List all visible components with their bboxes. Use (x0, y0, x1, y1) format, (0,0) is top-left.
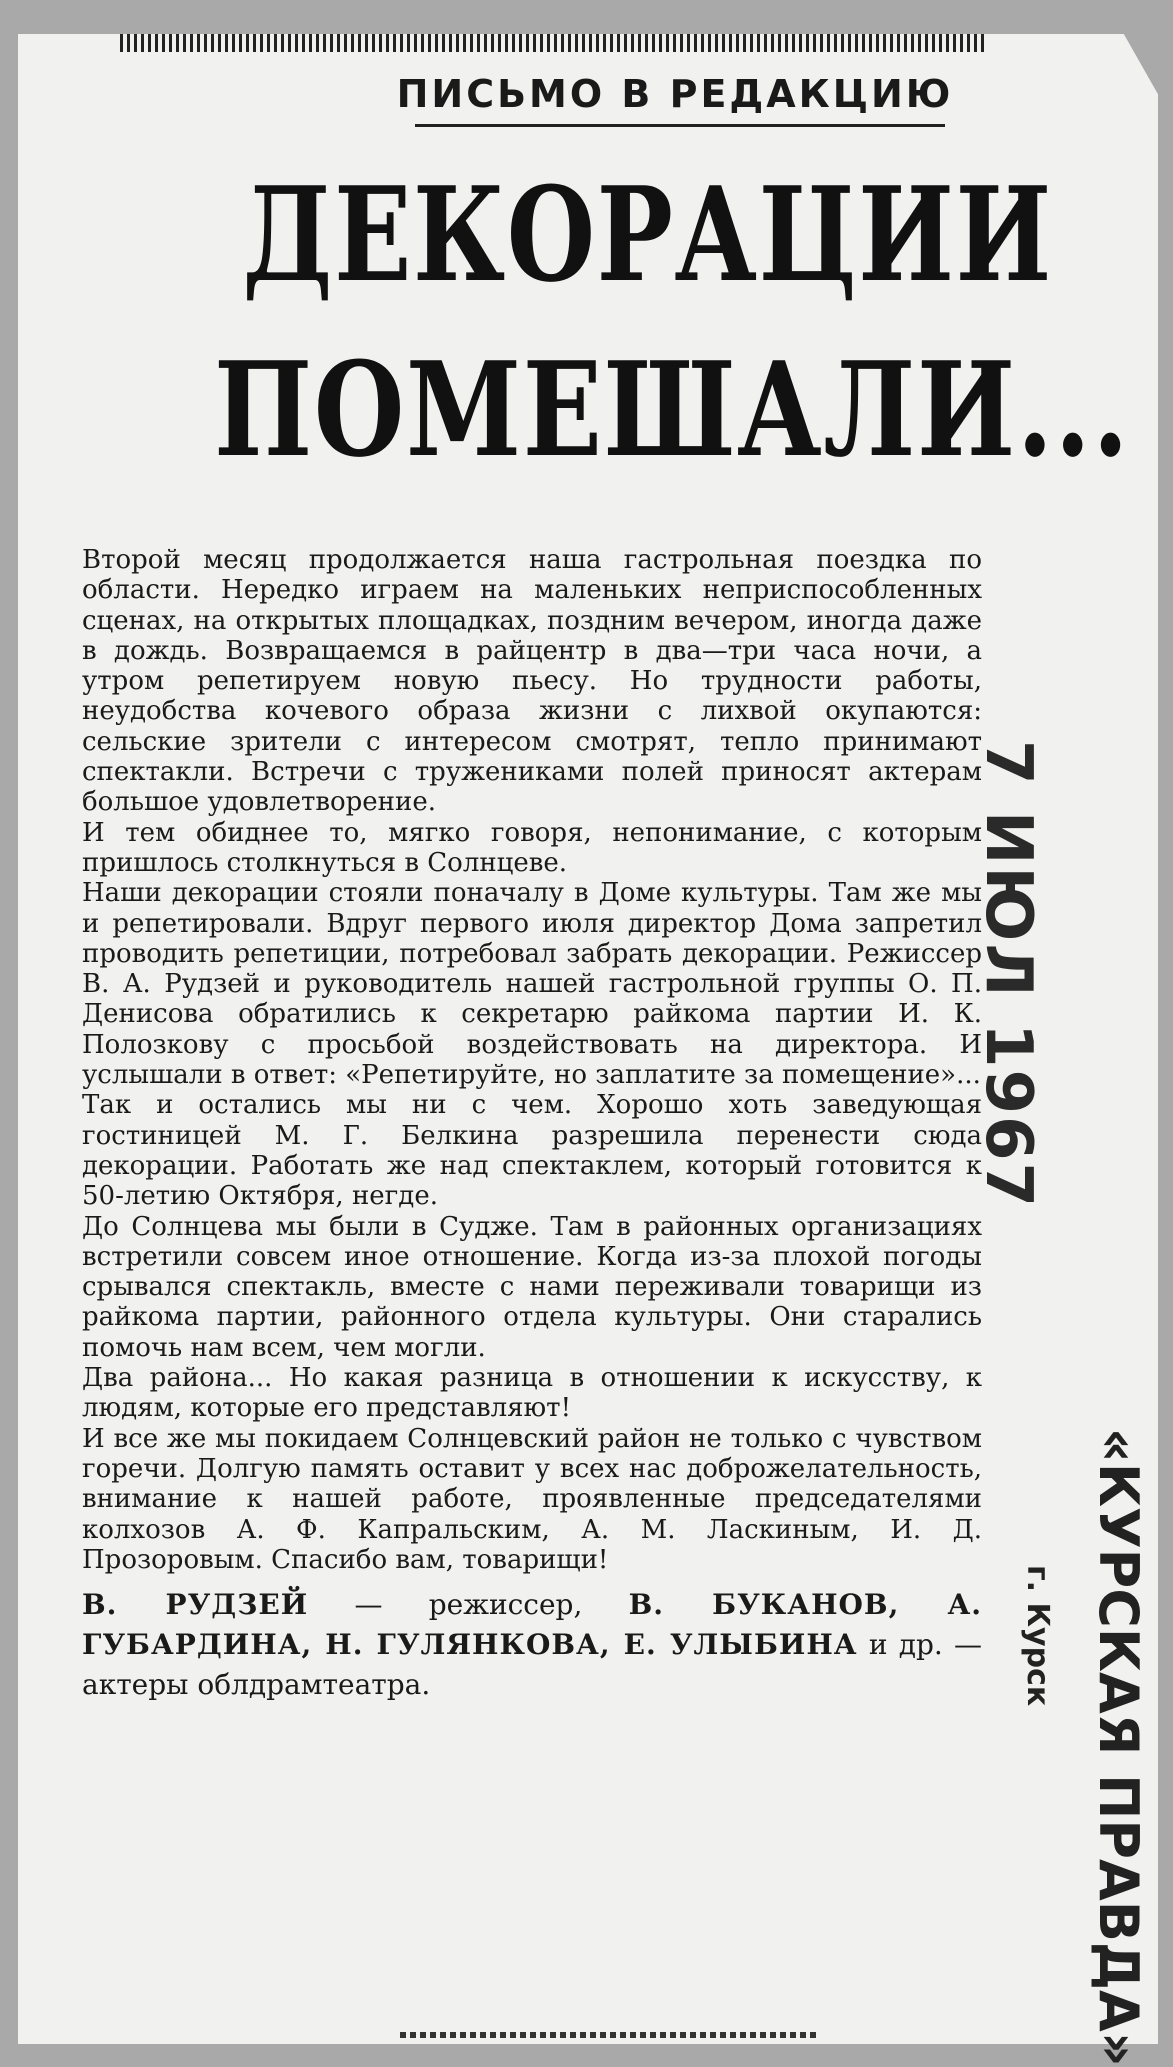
signature-name-director: В. РУДЗЕЙ (82, 1588, 309, 1622)
article-paragraph: И все же мы покидаем Солнцевский район не только с чувством горечи. Долгую память оставит у всех нас доброжелательность, внимание к нашей работе, проявленные председателями колхозов А. Ф. Капральским, А. М. Ласкиным, И. Д. Прозоровым. Спасибо вам, товарищи! (82, 1423, 982, 1575)
headline-line-2: ПОМЕШАЛИ... (214, 333, 1131, 486)
article-body (82, 545, 982, 1705)
article-paragraph: И тем обиднее то, мягко говоря, непонимание, с которым пришлось столкнуться в Солнцеве. (82, 817, 982, 878)
city-stamp: г. Курск (1020, 1565, 1055, 1707)
article-paragraph: Так и остались мы ни с чем. Хорошо хоть заведующая гостиницей М. Г. Белкина разрешила перенести сюда декорации. Работать же над спектаклем, который готовится к 50-летию Октября, негде. (82, 1090, 982, 1212)
signature-block (82, 1585, 982, 1705)
date-stamp: 7 ИЮЛ 1967 (971, 740, 1045, 1210)
kicker-underline (415, 124, 945, 127)
article-paragraph: До Солнцева мы были в Судже. Там в районных организациях встретили совсем иное отношение. Когда из-за плохой погоды срывался спектакль, вместе с нами переживали товарищи из райкома партии, районного отдела культуры. Они старались помочь нам всем, чем могли. (82, 1211, 982, 1363)
headline-line-1: ДЕКОРАЦИИ (242, 158, 1053, 311)
signature-role-director: — режиссер, (308, 1588, 629, 1622)
top-decorative-rule (120, 34, 985, 52)
article-paragraph: Два района... Но какая разница в отношении к искусству, к людям, которые его представляют! (82, 1363, 982, 1424)
bottom-decorative-rule (400, 2032, 820, 2038)
signature-role-actors: и др. — актеры облдрамтеатра. (82, 1628, 982, 1702)
newspaper-name-stamp: «КУРСКАЯ ПРАВДА» (1087, 1428, 1150, 2067)
article-paragraph: Второй месяц продолжается наша гастрольная поездка по области. Нередко играем на маленьких неприспособленных сценах, на открытых площадках, поздним вечером, иногда даже в дождь. Возвращаемся в райцентр в два—три часа ночи, а утром репетируем новую пьесу. Но трудности работы, неудобства кочевого образа жизни с лихвой окупаются: сельские зрители с интересом смотрят, тепло принимают спектакли. Встречи с тружениками полей приносят актерам большое удовлетворение. (82, 545, 982, 818)
rubric-kicker: ПИСЬМО В РЕДАКЦИЮ (396, 72, 954, 116)
signature-names-actors: В. БУКАНОВ, А. ГУБАРДИНА, Н. ГУЛЯНКОВА, Е. УЛЫБИНА (82, 1588, 983, 1662)
article-paragraph: Наши декорации стояли поначалу в Доме культуры. Там же мы и репетировали. Вдруг первого июля директор Дома запретил проводить репетиции, потребовал забрать декорации. Режиссер В. А. Рудзей и руководитель нашей гастрольной группы О. П. Денисова обратились к секретарю райкома партии И. К. Полозкову с просьбой воздействовать на директора. И услышали в ответ: «Репетируйте, но заплатите за помещение»... (82, 878, 982, 1091)
